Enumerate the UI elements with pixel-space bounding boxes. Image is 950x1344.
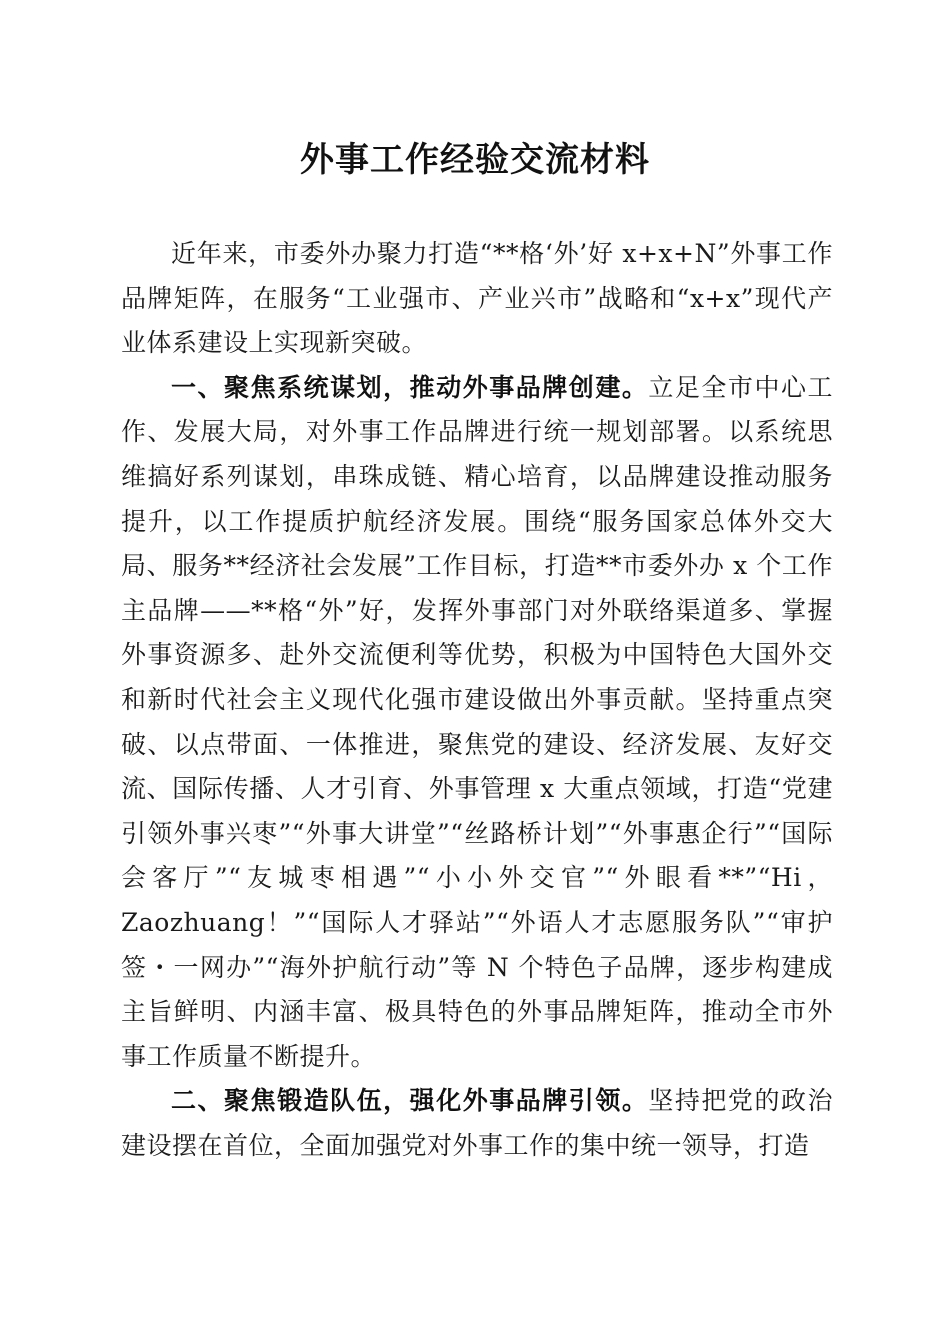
section-heading: 一、聚焦系统谋划，推动外事品牌创建。 [171, 372, 649, 402]
section-heading: 二、聚焦锻造队伍，强化外事品牌引领。 [171, 1086, 649, 1116]
paragraph-text: 坚持把党的政治建设摆在首位，全面加强党对外事工作的集中统一领导，打造 [121, 1086, 833, 1160]
document-title: 外事工作经验交流材料 [300, 140, 650, 180]
paragraph-section-1 [121, 366, 833, 1080]
document-body [121, 232, 833, 1168]
paragraph-text: 近年来，市委外办聚力打造“**格‘外’好 x+x+N”外事工作品牌矩阵，在服务“工业强市、产业兴市”战略和“x+x”现代产业体系建设上实现新突破。 [121, 239, 833, 358]
paragraph-intro [121, 232, 833, 366]
paragraph-text: 立足全市中心工作、发展大局，对外事工作品牌进行统一规划部署。以系统思维搞好系列谋划，串珠成链、精心培育，以品牌建设推动服务提升，以工作提质护航经济发展。围绕“服务国家总体外交大局、服务**经济社会发展”工作目标，打造**市委外办 x 个工作主品牌——**格“外”好，发挥外事部门对外联络渠道多、掌握外事资源多、赴外交流便利等优势，积极为中国特色大国外交和新时代社会主义现代化强市建设做出外事贡献。坚持重点突破、以点带面、一体推进，聚焦党的建设、经济发展、友好交流、国际传播、人才引育、外事管理 x 大重点领域，打造“党建引领外事兴枣”“外事大讲堂”“丝路桥计划”“外事惠企行”“国际会客厅”“友城枣相遇”“小小外交官”“外眼看**”“Hi，Zaozhuang！”“国际人才驿站”“外语人才志愿服务队”“审护签・一网办”“海外护航行动”等 N 个特色子品牌，逐步构建成主旨鲜明、内涵丰富、极具特色的外事品牌矩阵，推动全市外事工作质量不断提升。 [121, 372, 833, 1071]
paragraph-section-2 [121, 1079, 833, 1168]
